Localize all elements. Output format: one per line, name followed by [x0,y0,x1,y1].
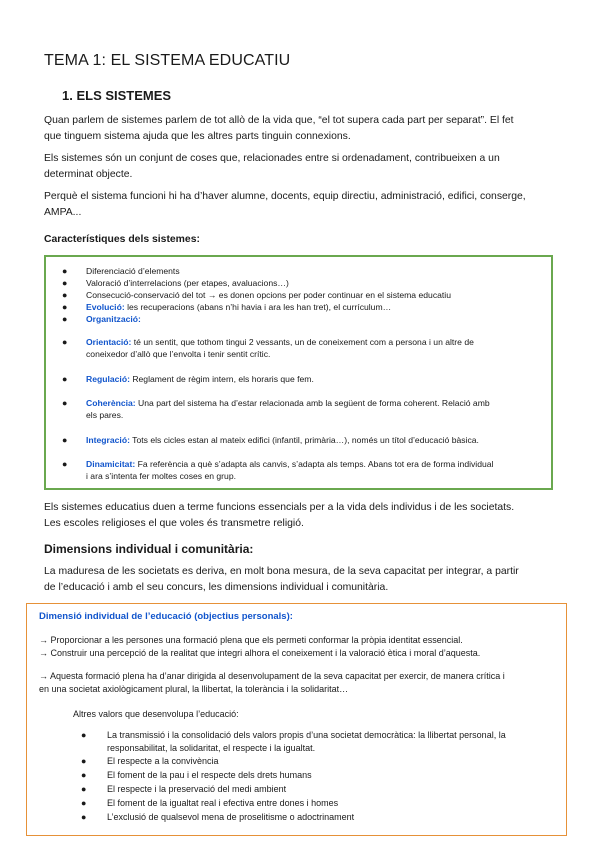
paragraph-3-line-2: AMPA... [44,206,82,218]
item-text: Fa referència a què s’adapta als canvis, s’adapta als temps. Abans tot era de forma individual [135,459,494,469]
bullet-icon: ● [81,812,87,822]
dimensions-heading: Dimensions individual i comunitària: [44,542,254,556]
list-item [62,289,556,301]
paragraph-3-line-1: Perquè el sistema funcioni hi ha d’haver alumne, docents, equip directiu, administració, edifici, conserge, [44,191,526,202]
bullet-icon: ● [81,756,87,766]
characteristics-heading: Característiques dels sistemes: [44,234,200,245]
paragraph-2-line-1: Els sistemes són un conjunt de coses que, relacionades entre si ordenadament, contribueixen a un [44,153,500,164]
list-item [62,301,556,313]
dimensions-paragraph-line-1: La maduresa de les societats es deriva, en molt bona mesura, de la seva capacitat per integrar, a partir [44,566,519,577]
bullet-icon: ● [81,784,87,794]
item-text: Una part del sistema ha d’estar relacionada amb la següent de forma coherent. Relació amb [135,398,490,408]
item-keyword: Evolució: [86,302,125,312]
list-item [81,729,562,754]
item-text-continued: i ara s’intenta fer moltes coses en grup. [86,471,236,481]
item-text: Consecució-conservació del tot → es donen opcions per poder continuar en el sistema educatiu [86,290,451,300]
bullet-icon: ● [62,435,68,445]
bullet-icon: ● [62,266,68,276]
objective-3 [39,670,555,696]
individual-dimension-box [26,603,567,836]
value-text: El foment de la igualtat real i efectiva entre dones i homes [107,798,339,808]
characteristics-box [44,255,553,490]
item-text: Diferenciació d’elements [86,266,180,276]
page-title: TEMA 1: EL SISTEMA EDUCATIU [44,52,291,69]
bullet-icon: ● [62,337,68,347]
item-keyword: Dinamicitat: [86,459,136,469]
paragraph-1-line-2: que tinguem sistema ajuda que les altres parts tinguin connexions. [44,130,351,142]
list-item [62,313,556,325]
item-text-continued: coneixedor d’allò que l’envolta i tenir sentit crític. [86,349,271,359]
item-keyword: Regulació: [86,374,130,384]
list-item [81,797,562,810]
value-text: El respecte i la preservació del medi ambient [107,784,287,794]
bullet-icon: ● [81,770,87,780]
paragraph-1 [44,113,557,144]
value-text: La transmissió i la consolidació dels valors propis d’una societat democràtica: la llibertat personal, la [107,730,506,740]
item-keyword: Orientació: [86,337,132,347]
list-item [81,755,562,768]
bullet-icon: ● [62,459,68,469]
paragraph-4 [44,500,557,531]
values-heading: Altres valors que desenvolupa l’educació: [73,709,239,719]
dimensions-paragraph-line-2: de l’educació i amb el seu concurs, les dimensions individual i comunitària. [44,581,389,593]
item-text: té un sentit, que tothom tingui 2 vessants, un de coneixement com a persona i un altre de [131,337,474,347]
bullet-icon: ● [62,374,68,384]
bullet-icon: ● [62,398,68,408]
paragraph-3 [44,189,557,220]
value-text-continued: responsabilitat, la solidaritat, el respecte i la igualtat. [107,742,316,753]
individual-dimension-heading: Dimensió individual de l’educació (objectius personals): [39,611,293,622]
bullet-icon: ● [62,290,68,300]
item-text: Reglament de règim intern, els horaris que fem. [129,374,314,384]
item-text: Tots els cicles estan al mateix edifici (infantil, primària…), només un títol d’educació bàsica. [129,435,479,445]
list-item [62,277,556,289]
list-item [62,265,556,277]
list-item [62,336,556,360]
item-keyword: Coherència: [86,398,136,408]
list-item [81,769,562,782]
objective-2: → Construir una percepció de la realitat que integri alhora el coneixement i la valoració ètica i moral d’aquesta. [39,648,481,658]
item-text-continued: els pares. [86,410,124,420]
list-item [62,373,556,385]
dimensions-paragraph [44,564,557,595]
value-text: L’exclusió de qualsevol mena de proselitisme o adoctrinament [107,812,355,822]
paragraph-1-line-1: Quan parlem de sistemes parlem de tot allò de la vida que, “el tot supera cada part per separat”. El fet [44,115,514,126]
list-item [62,434,556,446]
paragraph-4-line-2: Les escoles religioses el que voles és transmetre religió. [44,517,304,529]
list-item [81,811,562,824]
value-text: El respecte a la convivència [107,756,219,766]
section-heading-sistemes: 1. ELS SISTEMES [62,88,172,103]
paragraph-2-line-2: determinat objecte. [44,168,133,180]
paragraph-2 [44,151,557,182]
item-keyword: Integració: [86,435,130,445]
bullet-icon: ● [62,278,68,288]
objective-1: → Proporcionar a les persones una formació plena que els permeti conformar la pròpia identitat essencial. [39,635,463,645]
paragraph-4-line-1: Els sistemes educatius duen a terme funcions essencials per a la vida dels individus i de les societats. [44,502,515,513]
bullet-icon: ● [81,798,87,808]
bullet-icon: ● [62,314,68,324]
value-text: El foment de la pau i el respecte dels drets humans [107,770,312,780]
objective-3-line-1: → Aquesta formació plena ha d’anar dirigida al desenvolupament de la seva capacitat per exercir, de manera crítica i [39,671,505,681]
list-item [62,397,556,421]
item-keyword: Organització: [86,314,141,324]
bullet-icon: ● [62,302,68,312]
list-item [62,458,556,482]
item-text: Valoració d’interrelacions (per etapes, avaluacions…) [86,278,289,288]
objective-3-line-2: en una societat axiològicament plural, la llibertat, la tolerància i la solidaritat… [39,684,349,694]
bullet-icon: ● [81,730,87,740]
item-text: les recuperacions (abans n’hi havia i ara les han tret), el currículum… [124,302,392,312]
list-item [81,783,562,796]
